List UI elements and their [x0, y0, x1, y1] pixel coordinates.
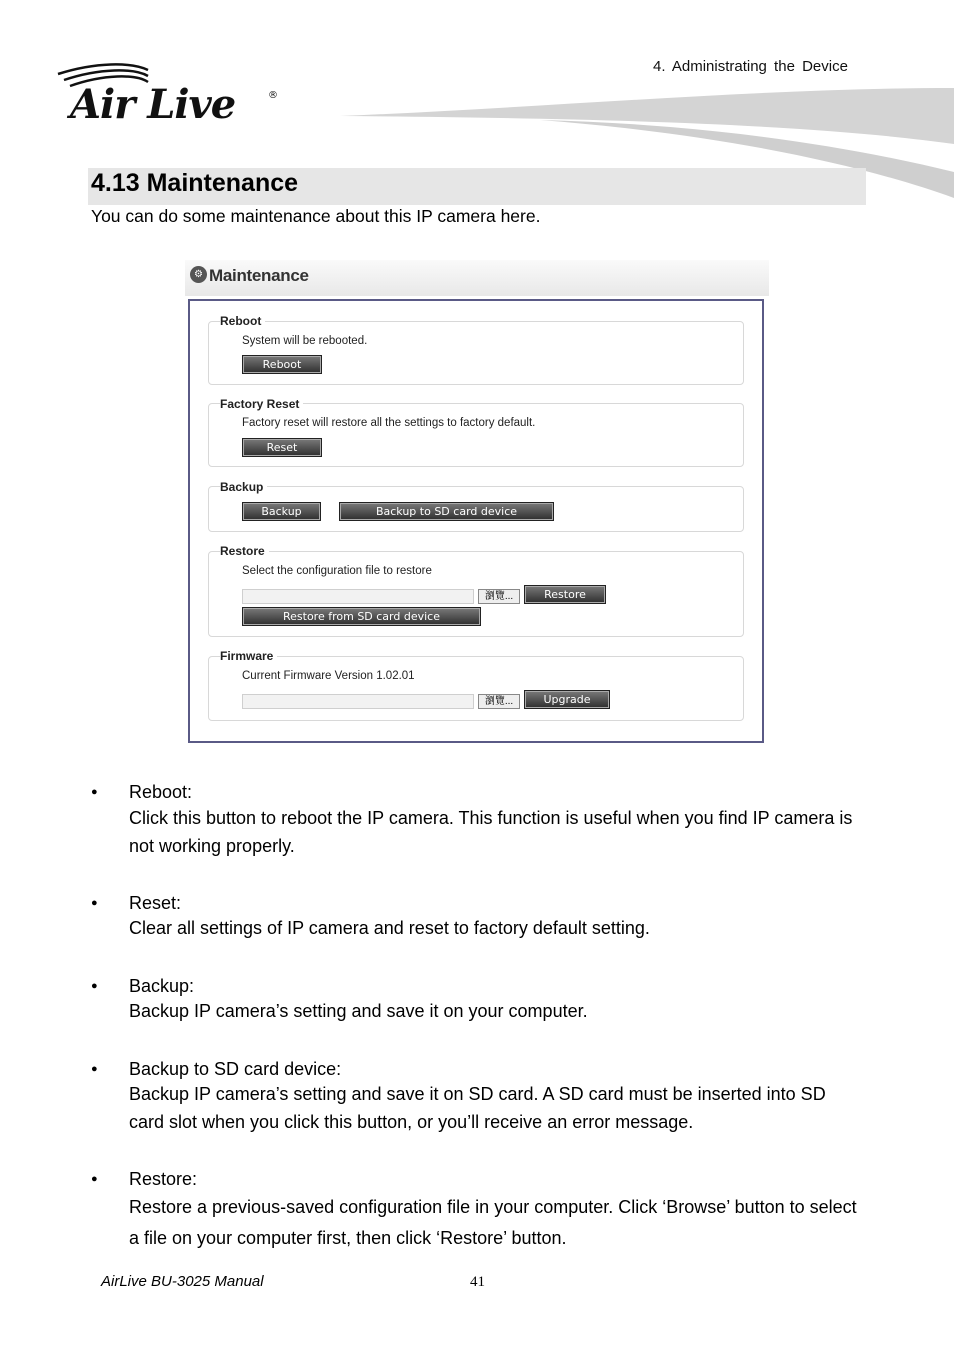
- restore-browse-button[interactable]: 瀏覽...: [478, 589, 520, 604]
- bullet-icon: ●: [91, 1173, 98, 1185]
- airlive-logo: [56, 60, 286, 126]
- footer-manual-title: AirLive BU-3025 Manual: [101, 1273, 264, 1290]
- restore-file-input[interactable]: [242, 589, 474, 604]
- firmware-browse-button[interactable]: 瀏覽...: [478, 694, 520, 709]
- firmware-version-text: Current Firmware Version 1.02.01: [242, 670, 415, 682]
- bullet-title-reset: Reset:: [129, 893, 182, 913]
- upgrade-button[interactable]: Upgrade: [524, 690, 610, 709]
- factory-reset-description: Factory reset will restore all the settings to factory default.: [242, 417, 536, 429]
- bullet-icon: ●: [91, 1063, 98, 1075]
- bullet-title-reboot: Reboot:: [129, 782, 193, 802]
- svg-text:®: ®: [268, 90, 278, 101]
- factory-reset-legend: Factory Reset: [220, 397, 303, 411]
- bullet-icon: ●: [91, 786, 98, 798]
- bullet-title-restore: Restore:: [129, 1169, 198, 1189]
- factory-reset-group: [208, 403, 744, 467]
- firmware-legend: Firmware: [220, 649, 277, 663]
- backup-button[interactable]: Backup: [242, 502, 321, 521]
- chapter-header: 4. Administrating the Device: [653, 58, 848, 75]
- bullet-icon: ●: [91, 980, 98, 992]
- bullet-text-backup: Backup IP camera’s setting and save it on your computer.: [129, 1001, 588, 1021]
- firmware-group: [208, 656, 744, 721]
- section-title: 4.13 Maintenance: [91, 169, 299, 197]
- restore-button[interactable]: Restore: [524, 585, 606, 604]
- bullet-text-reset: Clear all settings of IP camera and reset to factory default setting.: [129, 918, 650, 938]
- bullet-title-backup: Backup:: [129, 976, 195, 996]
- bullet-text-reboot: Click this button to reboot the IP camera. This function is useful when you find IP camera is not working properly.: [129, 808, 853, 856]
- reboot-description: System will be rebooted.: [242, 335, 368, 347]
- maintenance-icon: ⚙: [190, 266, 207, 283]
- footer-page-number: 41: [470, 1274, 485, 1290]
- svg-text:Air Live: Air Live: [70, 81, 236, 126]
- backup-to-sd-button[interactable]: Backup to SD card device: [339, 502, 554, 521]
- reboot-button[interactable]: Reboot: [242, 355, 322, 374]
- reboot-legend: Reboot: [220, 314, 265, 328]
- reset-button[interactable]: Reset: [242, 438, 322, 457]
- firmware-file-input[interactable]: [242, 694, 474, 709]
- bullet-icon: ●: [91, 897, 98, 909]
- bullet-title-backup-sd: Backup to SD card device:: [129, 1059, 342, 1079]
- maintenance-screenshot-title: Maintenance: [209, 266, 309, 285]
- restore-from-sd-button[interactable]: Restore from SD card device: [242, 607, 481, 626]
- intro-text: You can do some maintenance about this IP camera here.: [91, 206, 541, 226]
- reboot-group: [208, 321, 744, 385]
- restore-legend: Restore: [220, 544, 269, 558]
- bullet-text-backup-sd: Backup IP camera’s setting and save it on SD card. A SD card must be inserted into SD card slot when you click this button, or you’ll receive an error message.: [129, 1084, 826, 1132]
- bullet-text-restore: Restore a previous‐saved configuration file in your computer. Click ‘Browse’ button to select a file on your computer first, then click ‘Restore’ button.: [129, 1197, 857, 1248]
- backup-legend: Backup: [220, 480, 267, 494]
- restore-description: Select the configuration file to restore: [242, 565, 432, 577]
